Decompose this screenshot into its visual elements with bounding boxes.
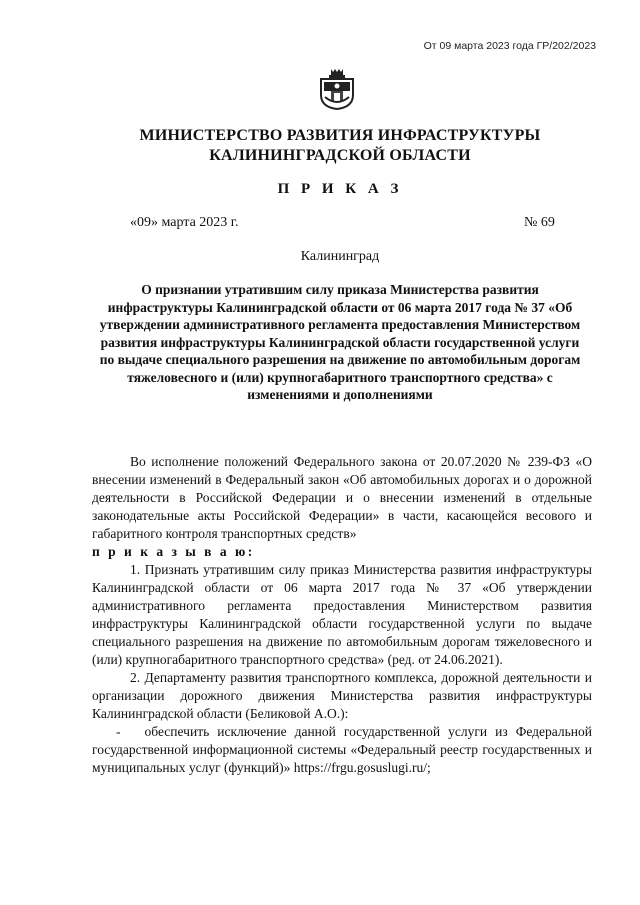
document-type: П Р И К А З (277, 181, 403, 197)
preamble-paragraph: Во исполнение положений Федерального закона от 20.07.2020 № 239-ФЗ «О внесении изменений в Федеральный закон «Об автомобильных дорогах и о дорожной деятельности в Российской Федерации и о внесении изменений в отдельные законодательные акты Российской Федерации» в части, касающейся весового и габаритного контроля транспортных средств» (92, 454, 592, 541)
city: Калининград (300, 249, 380, 264)
item-2-paragraph: 2. Департаменту развития транспортного комплекса, дорожной деятельности и организации дорожного движения Министерства развития инфраструктуры Калининградской области (Беликовой А.О.): (92, 670, 592, 721)
ministry-name-line1: МИНИСТЕРСТВО РАЗВИТИЯ ИНФРАСТРУКТУРЫ (139, 127, 541, 144)
ministry-name (60, 126, 620, 166)
order-number: № 69 (524, 215, 555, 230)
order-body (92, 453, 592, 777)
registration-stamp: От 09 марта 2023 года ГР/202/2023 (423, 40, 596, 52)
item-1-paragraph: 1. Признать утратившим силу приказ Министерства развития инфраструктуры Калининградской области от 06 марта 2017 года № 37 «Об утверждении административного регламента предоставления Министерством развития инфраструктуры Калининградской области государственной услуги по выдаче специального разрешения на движение по автомобильным дорогам тяжеловесного и (или) крупногабаритного транспортного средства» (ред. от 24.06.2021). (92, 562, 592, 667)
coat-of-arms-icon (317, 67, 357, 111)
order-date: «09» марта 2023 г. (130, 215, 239, 230)
item-2-dash-1-paragraph: - обеспечить исключение данной государственной услуги из Федеральной государственной информационной системы «Федеральный реестр государственных и муниципальных услуг (функций)» https://frgu.gosuslugi.ru/; (92, 724, 592, 775)
order-subject: О признании утратившим силу приказа Министерства развития инфраструктуры Калининградской области от 06 марта 2017 года № 37 «Об утверждении административного регламента предоставления Министерством развития инфраструктуры Калининградской области государственной услуги по выдаче специального разрешения на движение по автомобильным дорогам тяжеловесного и (или) крупногабаритного транспортного средства» с изменениями и дополнениями (99, 282, 581, 402)
order-word: п р и к а з ы в а ю: (92, 544, 255, 559)
ministry-name-line2: КАЛИНИНГРАДСКОЙ ОБЛАСТИ (209, 147, 471, 164)
